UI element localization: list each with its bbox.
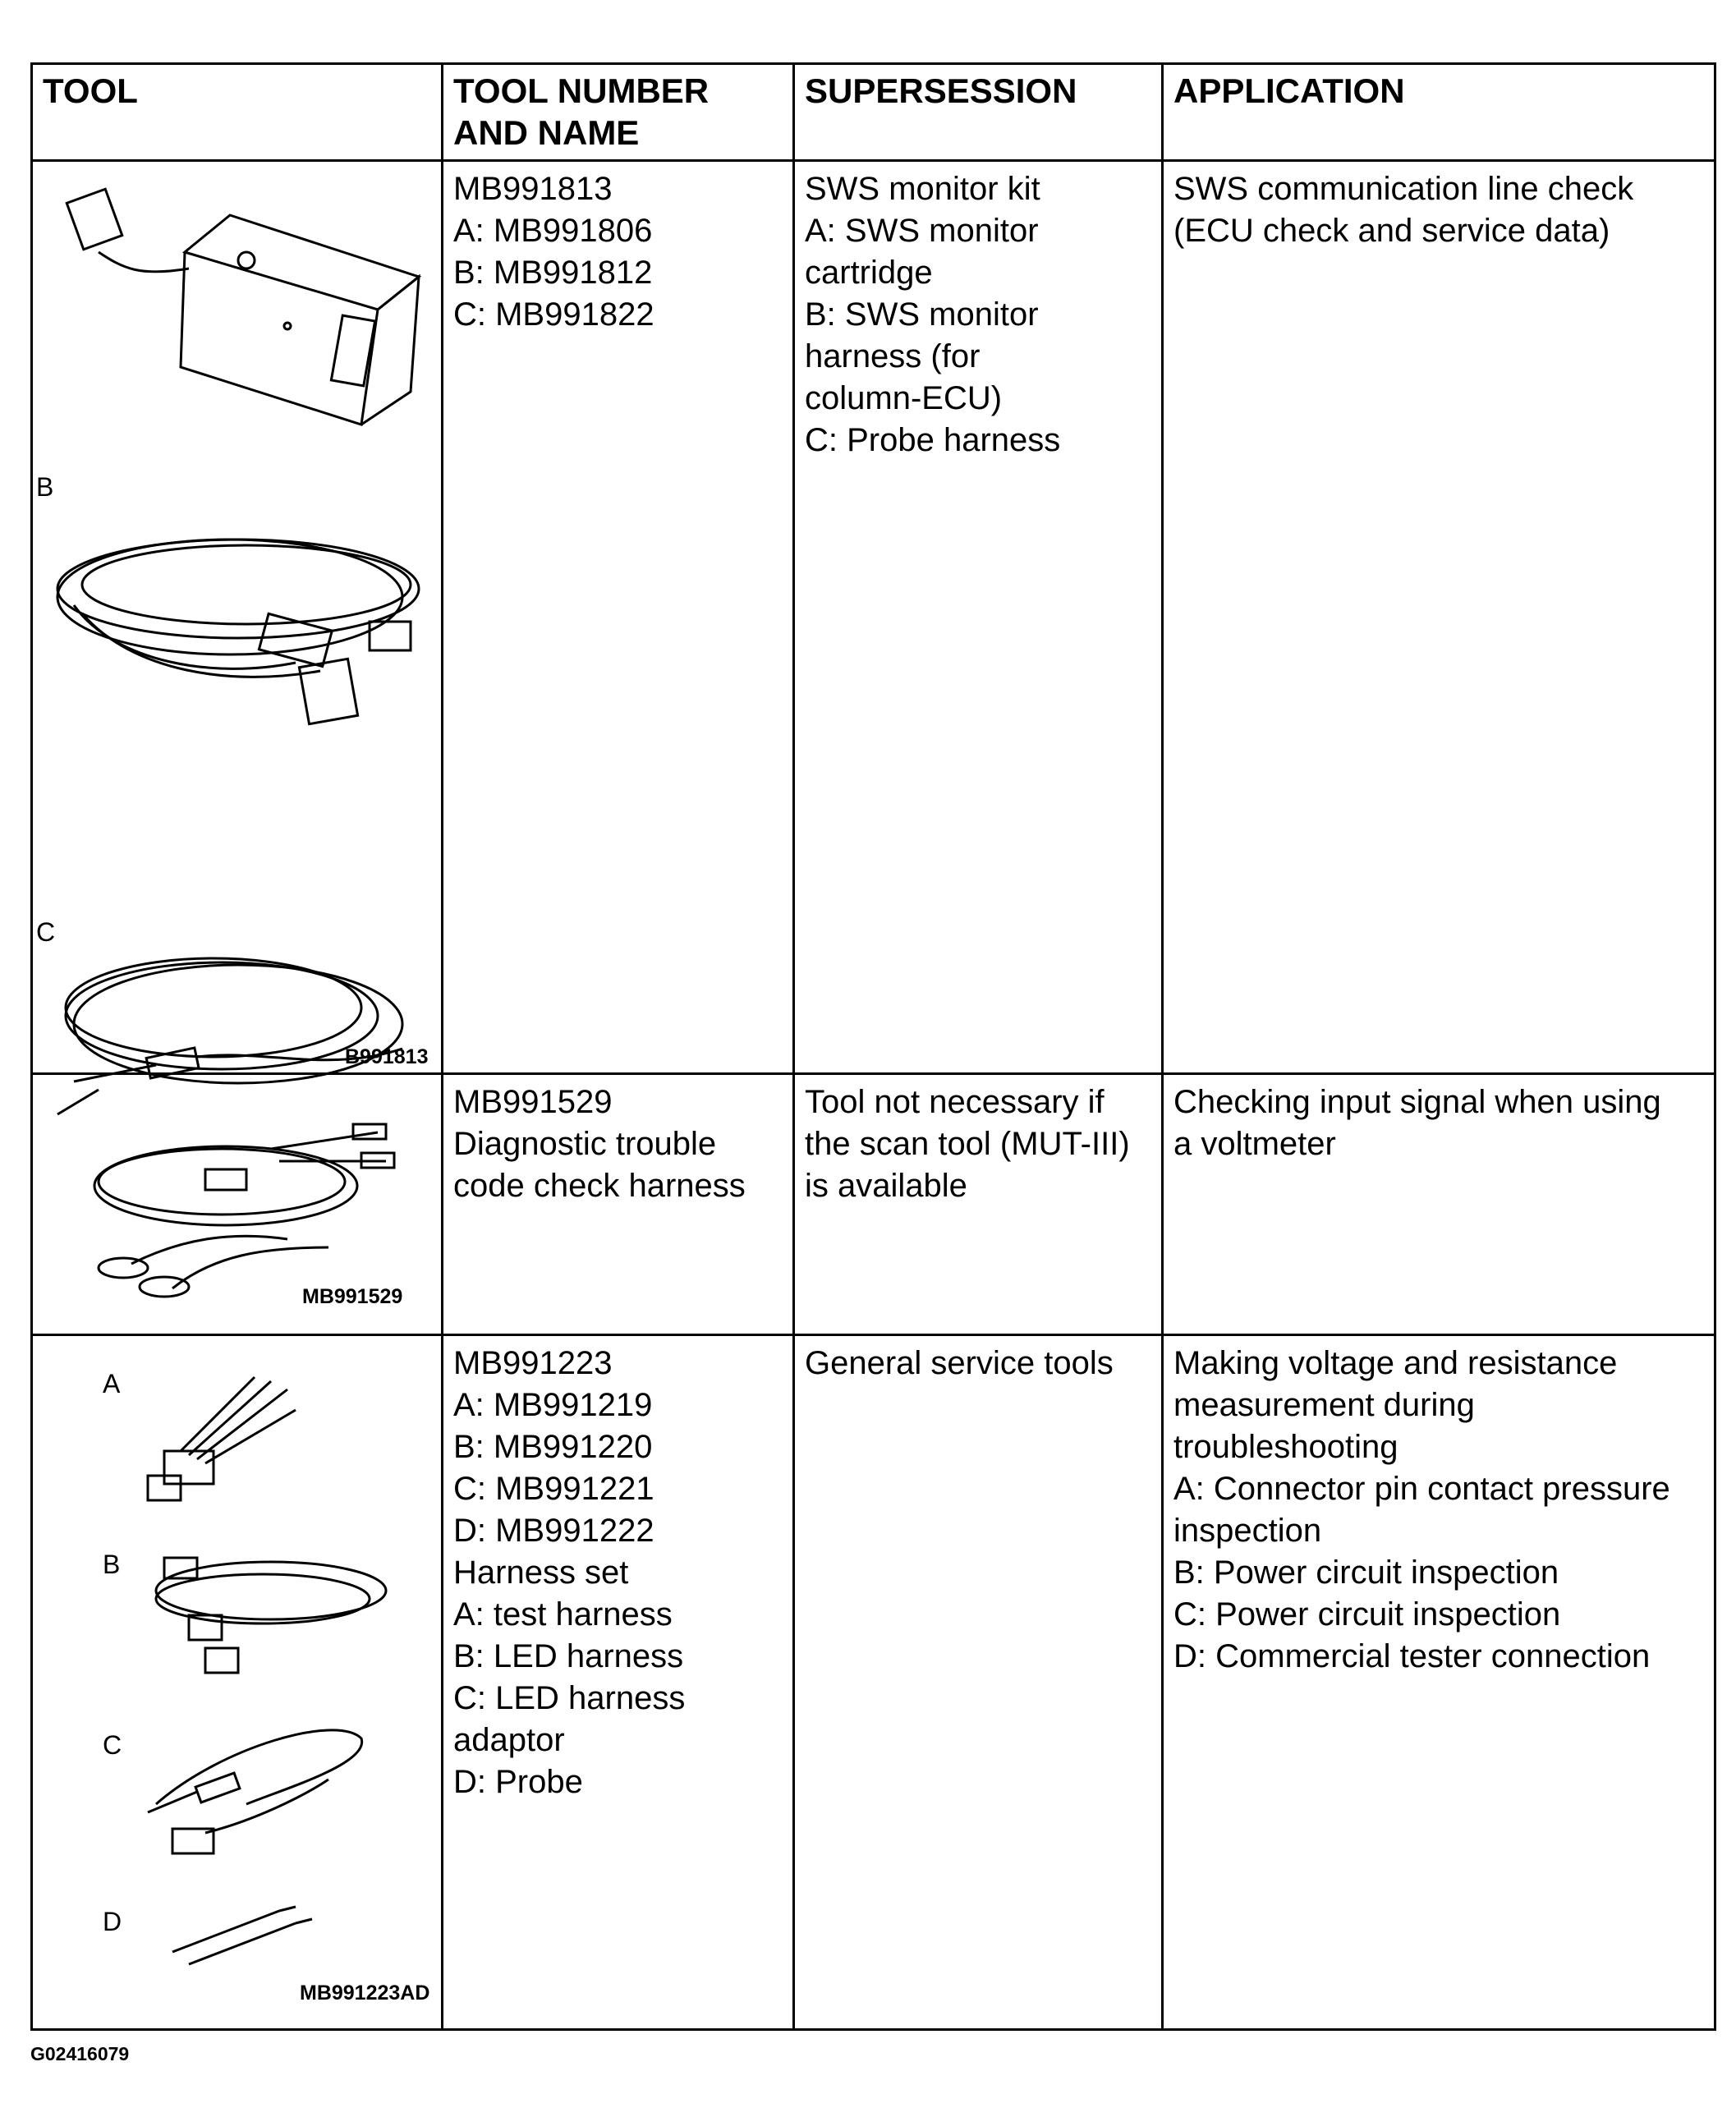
- image-caption: MB991223AD: [300, 1982, 430, 2004]
- led-harness-adaptor-illustration: [123, 1714, 386, 1862]
- image-letter-a: A: [103, 1369, 121, 1398]
- tool-image-cell: [32, 1074, 443, 1335]
- image-caption: MB991529: [302, 1285, 403, 1308]
- tool-number-cell: MB991223 A: MB991219 B: MB991220 C: MB991221 D: MB991222 Harness set A: test harness B: LED harness C: LED harness adaptor D: Probe: [443, 1335, 794, 2030]
- application-cell: SWS communication line check (ECU check and service data): [1163, 161, 1715, 1074]
- led-harness-illustration: [131, 1541, 394, 1681]
- sws-monitor-harness-illustration: [49, 498, 435, 778]
- header-supersession: SUPERSESSION: [794, 64, 1163, 161]
- supersession-cell: Tool not necessary if the scan tool (MUT-III) is available: [794, 1074, 1163, 1335]
- image-caption: B991813: [345, 1045, 429, 1068]
- table-row: [32, 1074, 1715, 1335]
- table-row: [32, 1335, 1715, 2030]
- dtc-check-harness-illustration: [82, 1100, 411, 1297]
- image-letter-c: C: [103, 1730, 122, 1760]
- image-letter-b: B: [103, 1550, 121, 1579]
- header-tool: TOOL: [32, 64, 443, 161]
- header-tool-number: TOOL NUMBER AND NAME: [443, 64, 794, 161]
- test-harness-illustration: [131, 1361, 328, 1509]
- table-row: [32, 161, 1715, 1074]
- supersession-cell: SWS monitor kit A: SWS monitor cartridge B: SWS monitor harness (for column-ECU) C: Probe harness: [794, 161, 1163, 1074]
- tool-number-cell: MB991813 A: MB991806 B: MB991812 C: MB991822: [443, 161, 794, 1074]
- application-cell: Making voltage and resistance measurement during troubleshooting A: Connector pin contact pressure inspection B: Power circuit inspection C: Power circuit inspection D: Commercial tester connection: [1163, 1335, 1715, 2030]
- image-letter-b: B: [36, 472, 54, 502]
- supersession-cell: General service tools: [794, 1335, 1163, 2030]
- footer-figure-code: G02416079: [30, 2043, 130, 2064]
- header-row: [32, 64, 1715, 161]
- sws-monitor-cartridge-illustration: [66, 178, 443, 408]
- image-letter-c: C: [36, 917, 56, 947]
- special-tools-table: [30, 62, 1716, 2031]
- header-application: APPLICATION: [1163, 64, 1715, 161]
- image-letter-d: D: [103, 1907, 122, 1936]
- probe-illustration: [164, 1903, 328, 1968]
- application-cell: Checking input signal when using a voltmeter: [1163, 1074, 1715, 1335]
- tool-number-cell: MB991529 Diagnostic trouble code check harness: [443, 1074, 794, 1335]
- tool-image-cell: [32, 161, 443, 1074]
- tool-image-cell: [32, 1335, 443, 2030]
